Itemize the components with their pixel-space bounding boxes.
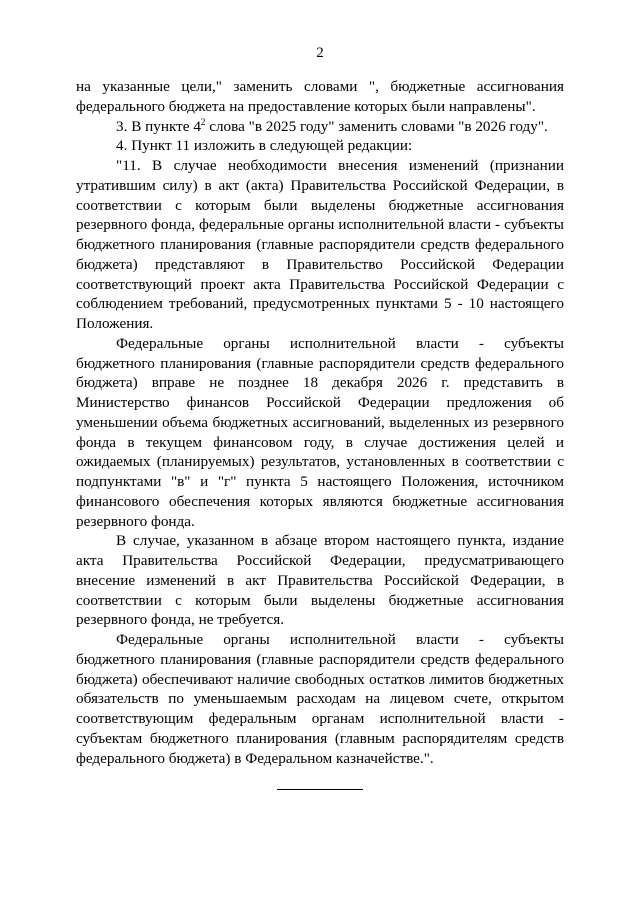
item-3-text-end: слова "в 2025 году" заменить словами "в 2026 году". [205, 117, 548, 135]
document-body [76, 77, 564, 768]
page-number: 2 [316, 45, 324, 61]
point-11-paragraph-1: "11. В случае необходимости внесения изменений (признании утратившим силу) в акт (акта) Правительства Российской Федерации, в соответствии с которым были выделены бюджетные ассигнования резервного фонда, федеральные органы исполнительной власти - субъекты бюджетного планирования (главные распорядители средств федерального бюджета) представляют в Правительство Российской Федерации соответствующий проект акта Правительства Российской Федерации с соблюдением требований, предусмотренных пунктами 5 - 10 настоящего Положения. [76, 157, 564, 332]
end-of-text-rule [277, 789, 363, 790]
item-3-superscript: 2 [200, 116, 206, 127]
continuation-paragraph: на указанные цели," заменить словами ", бюджетные ассигнования федерального бюджета на предоставление которых были направлены". [76, 78, 564, 115]
item-4-paragraph: 4. Пункт 11 изложить в следующей редакции: [116, 137, 413, 155]
item-3-text-start: 3. В пункте 4 [116, 117, 201, 135]
point-11-paragraph-2: Федеральные органы исполнительной власти - субъекты бюджетного планирования (главные распорядители средств федерального бюджета) вправе не позднее 18 декабря 2026 г. представить в Министерство финансов Российской Федерации предложения об уменьшении объема бюджетных ассигнований, выделенных из резервного фонда в текущем финансовом году, в случае достижения целей и ожидаемых (планируемых) результатов, установленных в соответствии с подпунктами "в" и "г" пункта 5 настоящего Положения, источником финансового обеспечения которых являются бюджетные ассигнования резервного фонда. [76, 334, 564, 530]
item-3-paragraph [76, 117, 564, 137]
point-11-paragraph-4: Федеральные органы исполнительной власти - субъекты бюджетного планирования (главные распорядители средств федерального бюджета) обеспечивают наличие свободных остатков лимитов бюджетных обязательств по уменьшаемым расходам на лицевом счете, открытом соответствующим федеральным органам исполнительной власти - субъектам бюджетного планирования (главным распорядителям средств федерального бюджета) в Федеральном казначействе.". [76, 631, 564, 767]
point-11-paragraph-3: В случае, указанном в абзаце втором настоящего пункта, издание акта Правительства Российской Федерации, предусматривающего внесение изменений в акт Правительства Российской Федерации, в соответствии с которым были выделены бюджетные ассигнования резервного фонда, не требуется. [76, 532, 564, 629]
